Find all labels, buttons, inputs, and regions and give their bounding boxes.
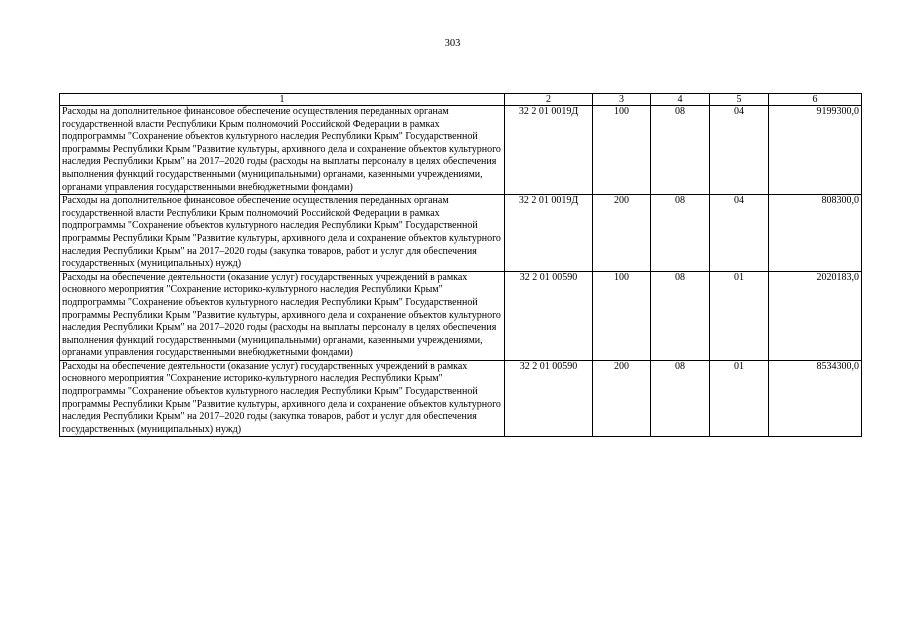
column-header-4: 4 [651,94,710,106]
section-code: 08 [651,195,710,272]
table-row [60,195,862,272]
amount: 2020183,0 [769,271,862,360]
page-number: 303 [444,38,461,49]
section-code: 08 [651,271,710,360]
expense-description: Расходы на дополнительное финансовое обеспечение осуществления переданных органам государственной власти Республики Крым полномочий Российской Федерации в рамках подпрограммы "Сохранение объектов культурного наследия Республики Крым" Государственной программы Республики Крым "Развитие культуры, архивного дела и сохранение объектов культурного наследия Республики Крым" на 2017–2020 годы (закупка товаров, работ и услуг для обеспечения государственных (муниципальных) нужд) [60,195,505,272]
amount: 9199300,0 [769,106,862,195]
target-code: 32 2 01 0019Д [505,195,593,272]
expense-type: 100 [593,271,651,360]
expense-type: 200 [593,195,651,272]
target-code: 32 2 01 0019Д [505,106,593,195]
header-row [60,94,862,106]
budget-table [59,93,862,437]
table-row [60,271,862,360]
amount: 808300,0 [769,195,862,272]
column-header-6: 6 [769,94,862,106]
table-row [60,360,862,437]
table-row [60,106,862,195]
column-header-3: 3 [593,94,651,106]
target-code: 32 2 01 00590 [505,271,593,360]
expense-type: 100 [593,106,651,195]
subsection-code: 04 [710,106,769,195]
amount: 8534300,0 [769,360,862,437]
subsection-code: 01 [710,360,769,437]
expense-description: Расходы на дополнительное финансовое обеспечение осуществления переданных органам государственной власти Республики Крым полномочий Российской Федерации в рамках подпрограммы "Сохранение объектов культурного наследия Республики Крым" Государственной программы Республики Крым "Развитие культуры, архивного дела и сохранение объектов культурного наследия Республики Крым" на 2017–2020 годы (расходы на выплаты персоналу в целях обеспечения выполнения функций государственными (муниципальными) органами, казенными учреждениями, органами управления государственными внебюджетными фондами) [60,106,505,195]
column-header-1: 1 [60,94,505,106]
expense-description: Расходы на обеспечение деятельности (оказание услуг) государственных учреждений в рамках основного мероприятия "Сохранение историко-культурного наследия Республики Крым" подпрограммы "Сохранение объектов культурного наследия Республики Крым" Государственной программы Республики Крым "Развитие культуры, архивного дела и сохранение объектов культурного наследия Республики Крым" на 2017–2020 годы (расходы на выплаты персоналу в целях обеспечения выполнения функций государственными (муниципальными) органами, казенными учреждениями, органами управления государственными внебюджетными фондами) [60,271,505,360]
subsection-code: 01 [710,271,769,360]
section-code: 08 [651,106,710,195]
expense-type: 200 [593,360,651,437]
section-code: 08 [651,360,710,437]
expense-description: Расходы на обеспечение деятельности (оказание услуг) государственных учреждений в рамках основного мероприятия "Сохранение историко-культурного наследия Республики Крым" подпрограммы "Сохранение объектов культурного наследия Республики Крым" Государственной программы Республики Крым "Развитие культуры, архивного дела и сохранение объектов культурного наследия Республики Крым" на 2017–2020 годы (закупка товаров, работ и услуг для обеспечения государственных (муниципальных) нужд) [60,360,505,437]
subsection-code: 04 [710,195,769,272]
column-header-2: 2 [505,94,593,106]
column-header-5: 5 [710,94,769,106]
target-code: 32 2 01 00590 [505,360,593,437]
